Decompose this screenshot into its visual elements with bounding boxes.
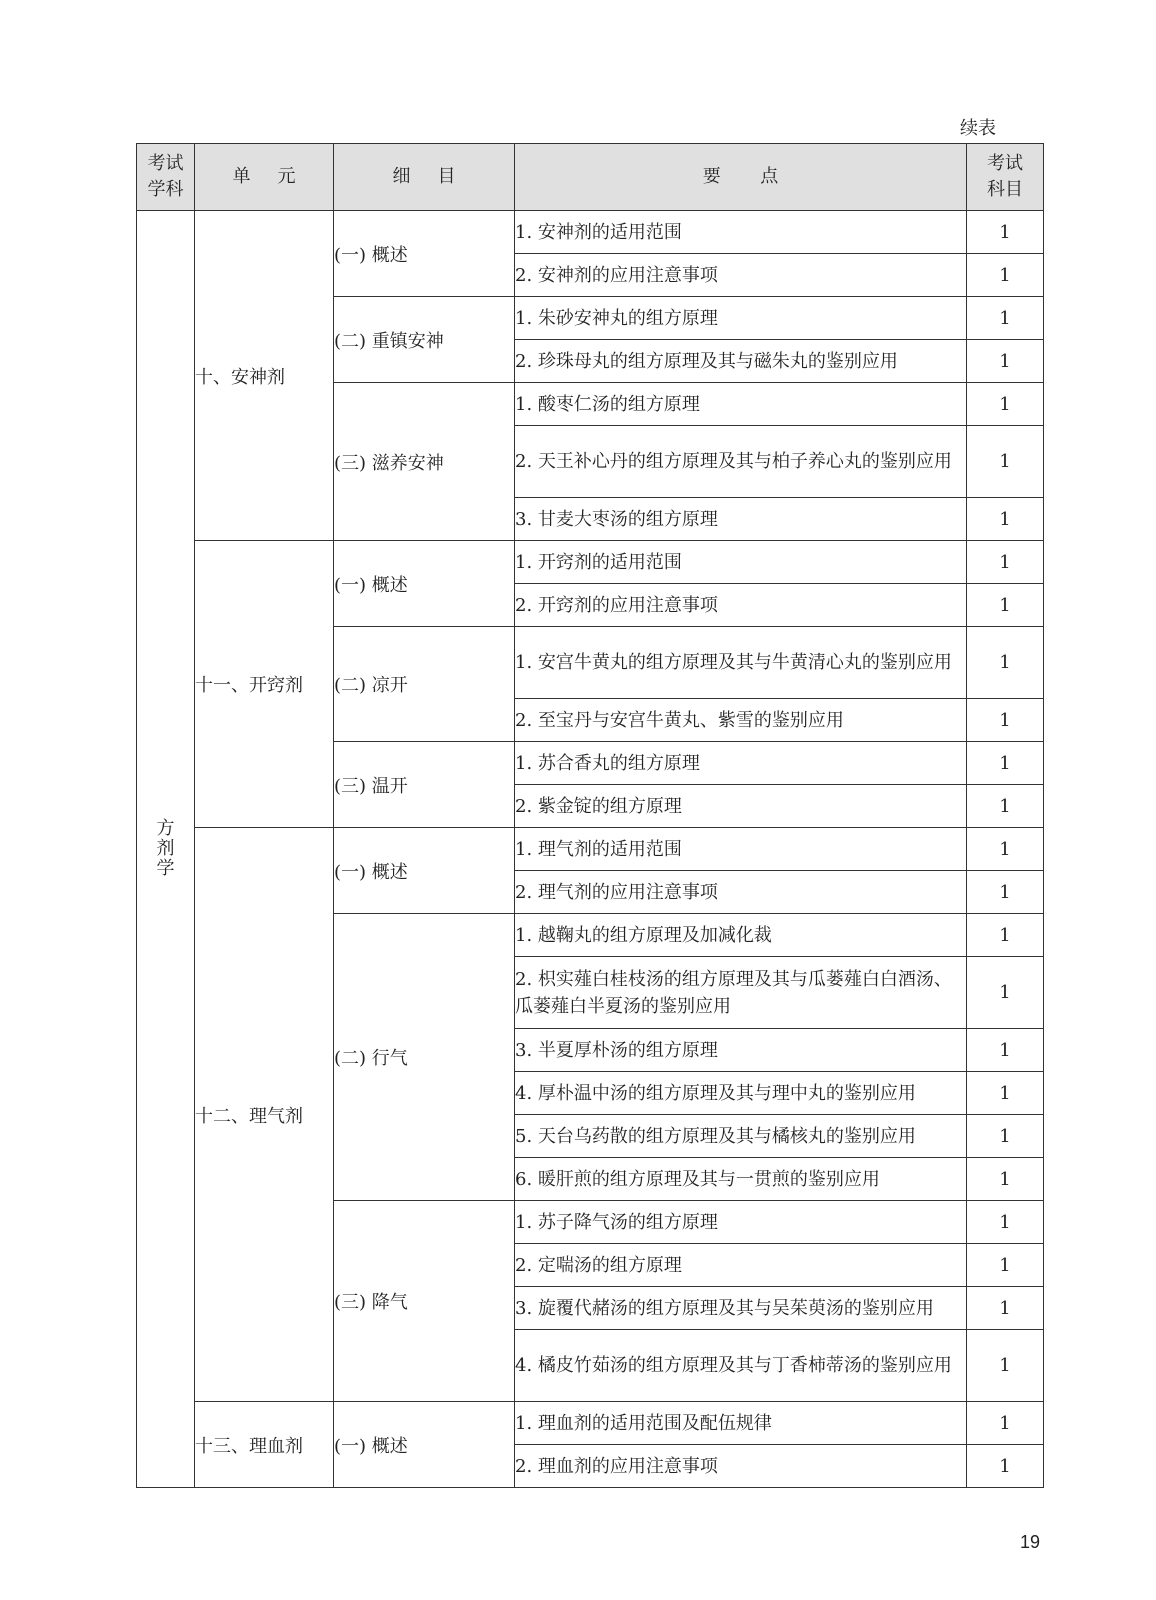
exam-cell: 1 [967, 1115, 1044, 1158]
exam-cell: 1 [967, 1029, 1044, 1072]
point-cell: 2. 开窍剂的应用注意事项 [515, 584, 967, 627]
exam-cell: 1 [967, 828, 1044, 871]
header-item: 细目 [334, 144, 515, 211]
exam-cell: 1 [967, 699, 1044, 742]
item-cell: (一) 概述 [334, 828, 515, 914]
continued-label: 续表 [960, 118, 996, 139]
item-cell: (三) 温开 [334, 742, 515, 828]
item-cell: (二) 凉开 [334, 627, 515, 742]
header-point: 要点 [515, 144, 967, 211]
exam-cell: 1 [967, 1244, 1044, 1287]
header-unit: 单元 [195, 144, 334, 211]
point-cell: 1. 朱砂安神丸的组方原理 [515, 297, 967, 340]
table-row [137, 541, 1044, 584]
point-cell: 2. 天王补心丹的组方原理及其与柏子养心丸的鉴别应用 [515, 426, 967, 498]
item-cell: (二) 重镇安神 [334, 297, 515, 383]
exam-cell: 1 [967, 541, 1044, 584]
exam-cell: 1 [967, 340, 1044, 383]
point-cell: 1. 越鞠丸的组方原理及加减化裁 [515, 914, 967, 957]
point-cell: 1. 理气剂的适用范围 [515, 828, 967, 871]
point-cell: 6. 暖肝煎的组方原理及其与一贯煎的鉴别应用 [515, 1158, 967, 1201]
point-cell: 2. 安神剂的应用注意事项 [515, 254, 967, 297]
point-cell: 2. 至宝丹与安宫牛黄丸、紫雪的鉴别应用 [515, 699, 967, 742]
point-cell: 1. 开窍剂的适用范围 [515, 541, 967, 584]
exam-cell: 1 [967, 914, 1044, 957]
point-cell: 2. 珍珠母丸的组方原理及其与磁朱丸的鉴别应用 [515, 340, 967, 383]
exam-cell: 1 [967, 498, 1044, 541]
exam-cell: 1 [967, 584, 1044, 627]
point-cell: 2. 理血剂的应用注意事项 [515, 1445, 967, 1488]
point-cell: 3. 半夏厚朴汤的组方原理 [515, 1029, 967, 1072]
point-cell: 2. 理气剂的应用注意事项 [515, 871, 967, 914]
exam-cell: 1 [967, 254, 1044, 297]
point-cell: 4. 橘皮竹茹汤的组方原理及其与丁香柿蒂汤的鉴别应用 [515, 1330, 967, 1402]
exam-cell: 1 [967, 383, 1044, 426]
item-cell: (二) 行气 [334, 914, 515, 1201]
unit-cell: 十二、理气剂 [195, 828, 334, 1402]
item-cell: (三) 滋养安神 [334, 383, 515, 541]
exam-cell: 1 [967, 785, 1044, 828]
exam-cell: 1 [967, 1402, 1044, 1445]
point-cell: 1. 酸枣仁汤的组方原理 [515, 383, 967, 426]
point-cell: 5. 天台乌药散的组方原理及其与橘核丸的鉴别应用 [515, 1115, 967, 1158]
exam-cell: 1 [967, 211, 1044, 254]
exam-cell: 1 [967, 1201, 1044, 1244]
point-cell: 1. 苏合香丸的组方原理 [515, 742, 967, 785]
header-subject: 考试学科 [137, 144, 195, 211]
header-exam: 考试科目 [967, 144, 1044, 211]
unit-cell: 十三、理血剂 [195, 1402, 334, 1488]
unit-cell: 十、安神剂 [195, 211, 334, 541]
point-cell: 2. 枳实薤白桂枝汤的组方原理及其与瓜蒌薤白白酒汤、瓜蒌薤白半夏汤的鉴别应用 [515, 957, 967, 1029]
exam-cell: 1 [967, 297, 1044, 340]
point-cell: 1. 安神剂的适用范围 [515, 211, 967, 254]
point-cell: 1. 苏子降气汤的组方原理 [515, 1201, 967, 1244]
unit-cell: 十一、开窍剂 [195, 541, 334, 828]
exam-cell: 1 [967, 627, 1044, 699]
exam-cell: 1 [967, 871, 1044, 914]
point-cell: 1. 理血剂的适用范围及配伍规律 [515, 1402, 967, 1445]
point-cell: 2. 紫金锭的组方原理 [515, 785, 967, 828]
item-cell: (一) 概述 [334, 211, 515, 297]
exam-cell: 1 [967, 957, 1044, 1029]
table-row [137, 828, 1044, 871]
exam-cell: 1 [967, 1158, 1044, 1201]
table-header-row [137, 144, 1044, 211]
subject-cell: 方剂学 [137, 211, 195, 1488]
point-cell: 3. 甘麦大枣汤的组方原理 [515, 498, 967, 541]
table-row [137, 211, 1044, 254]
exam-cell: 1 [967, 1445, 1044, 1488]
point-cell: 2. 定喘汤的组方原理 [515, 1244, 967, 1287]
point-cell: 4. 厚朴温中汤的组方原理及其与理中丸的鉴别应用 [515, 1072, 967, 1115]
syllabus-table [136, 143, 1044, 1488]
point-cell: 1. 安宫牛黄丸的组方原理及其与牛黄清心丸的鉴别应用 [515, 627, 967, 699]
exam-cell: 1 [967, 1072, 1044, 1115]
item-cell: (一) 概述 [334, 541, 515, 627]
item-cell: (一) 概述 [334, 1402, 515, 1488]
page-number: 19 [1020, 1532, 1041, 1552]
item-cell: (三) 降气 [334, 1201, 515, 1402]
point-cell: 3. 旋覆代赭汤的组方原理及其与吴茱萸汤的鉴别应用 [515, 1287, 967, 1330]
exam-cell: 1 [967, 426, 1044, 498]
table-row [137, 1402, 1044, 1445]
exam-cell: 1 [967, 1330, 1044, 1402]
exam-cell: 1 [967, 1287, 1044, 1330]
exam-cell: 1 [967, 742, 1044, 785]
